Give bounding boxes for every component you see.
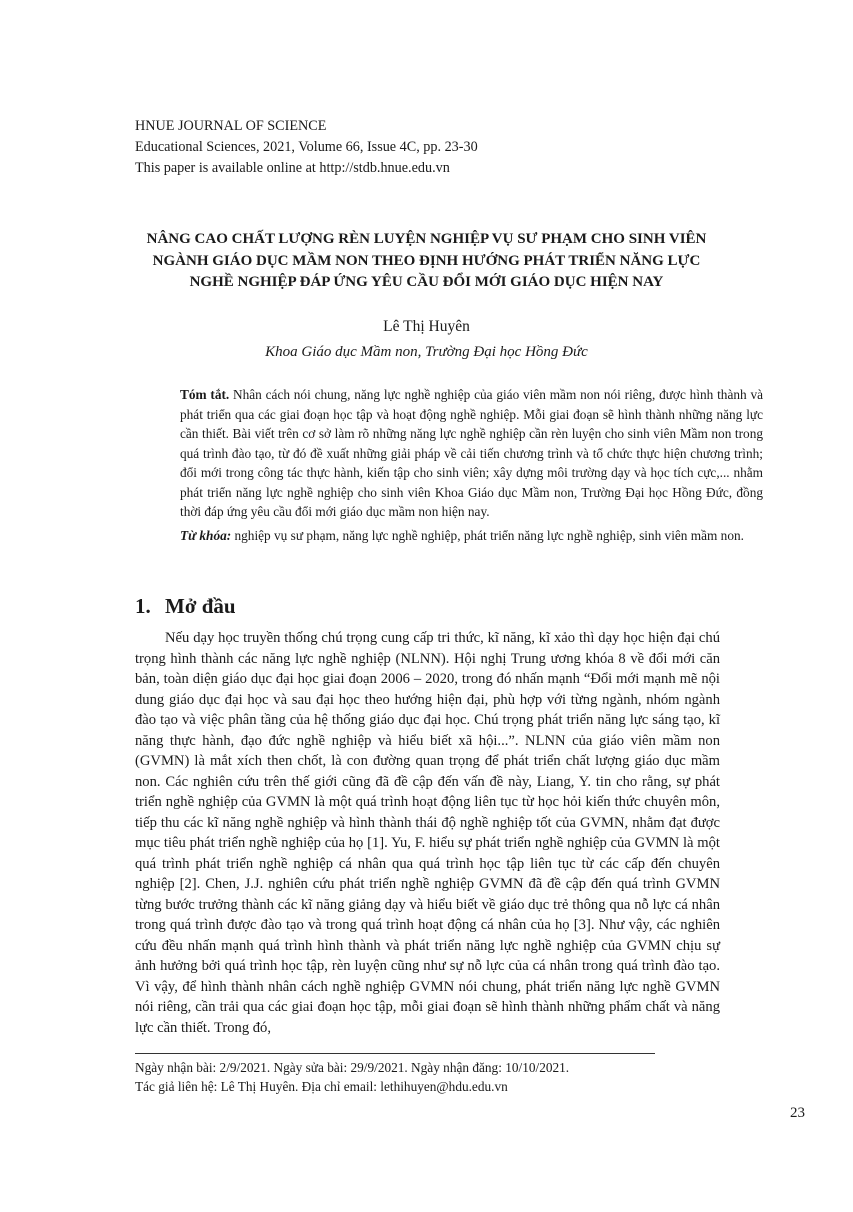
paper-title bbox=[120, 229, 733, 294]
footnote-dates: Ngày nhận bài: 2/9/2021. Ngày sửa bài: 29/9/2021. Ngày nhận đăng: 10/10/2021. bbox=[135, 1060, 570, 1075]
abstract bbox=[180, 385, 763, 545]
page-number: 23 bbox=[790, 1105, 805, 1121]
section-title: Mở đầu bbox=[165, 594, 236, 618]
journal-header bbox=[135, 116, 735, 179]
section-heading bbox=[135, 594, 236, 619]
journal-name: HNUE JOURNAL OF SCIENCE bbox=[135, 118, 327, 134]
journal-issue: Educational Sciences, 2021, Volume 66, Issue 4C, pp. 23-30 bbox=[135, 139, 478, 155]
abstract-text: Nhân cách nói chung, năng lực nghề nghiệp của giáo viên mầm non nói riêng, được hình thành và phát triển qua các giai đoạn học tập và hoạt động nghề nghiệp. Mỗi giai đoạn sẽ hình thành những năng lực cần thiết. Bài viết trên cơ sở làm rõ những năng lực nghề nghiệp cần rèn luyện cho sinh viên Mầm non trong quá trình đào tạo, từ đó đề xuất những giải pháp về cải tiến chương trình và tổ chức thực hiện chương trình; đổi mới trong công tác thực hành, kiến tập cho sinh viên; xây dựng môi trường dạy và học tích cực,... nhằm phát triển năng lực nghề nghiệp cho sinh viên Khoa Giáo dục Mầm non, Trường Đại học Hồng Đức, đồng thời đáp ứng yêu cầu đổi mới giáo dục mầm non hiện nay. bbox=[180, 387, 763, 519]
keywords-paragraph bbox=[180, 526, 763, 546]
keywords-label: Từ khóa: bbox=[180, 527, 232, 543]
abstract-label: Tóm tắt. bbox=[180, 387, 230, 402]
footnote-divider bbox=[135, 1053, 655, 1054]
journal-online: This paper is available online at http://stdb.hnue.edu.vn bbox=[135, 160, 450, 176]
abstract-paragraph bbox=[180, 385, 763, 522]
author-name: Lê Thị Huyên bbox=[383, 318, 470, 335]
author-affiliation: Khoa Giáo dục Mầm non, Trường Đại học Hồng Đức bbox=[265, 344, 588, 360]
title-line: NGÀNH GIÁO DỤC MẦM NON THEO ĐỊNH HƯỚNG PHÁT TRIỂN NĂNG LỰC bbox=[152, 252, 701, 269]
section-number: 1. bbox=[135, 594, 151, 618]
body-text bbox=[135, 628, 720, 1038]
title-line: NGHỀ NGHIỆP ĐÁP ỨNG YÊU CẦU ĐỔI MỚI GIÁO DỤC HIỆN NAY bbox=[189, 274, 664, 290]
title-line: NÂNG CAO CHẤT LƯỢNG RÈN LUYỆN NGHIỆP VỤ SƯ PHẠM CHO SINH VIÊN bbox=[146, 231, 707, 247]
footnotes bbox=[135, 1058, 735, 1096]
body-paragraph: Nếu dạy học truyền thống chú trọng cung cấp tri thức, kĩ năng, kĩ xảo thì dạy học hiện đại chú trọng hình thành các năng lực nghề nghiệp (NLNN). Hội nghị Trung ương khóa 8 về đổi mới căn bản, toàn diện giáo dục đại học giai đoạn 2006 – 2020, trong đó nhấn mạnh “Đổi mới mạnh mẽ nội dung giáo dục đại học và sau đại học theo hướng hiện đại, phù hợp với từng ngành, nhóm ngành đào tạo và việc phân tầng của hệ thống giáo dục đại học. Chú trọng phát triển năng lực sáng tạo, kĩ năng thực hành, đạo đức nghề nghiệp và hiểu biết xã hội...”. NLNN của giáo viên mầm non (GVMN) là mắt xích then chốt, là con đường quan trọng để phát triển chất lượng giáo dục mầm non. Các nghiên cứu trên thế giới cũng đã đề cập đến vấn đề này, Liang, Y. tin cho rằng, sự phát triển nghề nghiệp của GVMN là một quá trình hoạt động liên tục từ học hỏi kiến thức chuyên môn, tiếp thu các kĩ năng nghề nghiệp và hình thành thái độ nghề nghiệp tốt của GVMN, nhằm đạt được mục tiêu phát triển nghề nghiệp của họ [1]. Yu, F. hiểu sự phát triển nghề nghiệp của GVMN là một quá trình phát triển nghề nghiệp cá nhân qua quá trình học tập liên tục từ các cấp đến chuyên nghiệp [2]. Chen, J.J. nghiên cứu phát triển nghề nghiệp GVMN đã đề cập đến quá trình GVMN từng bước trưởng thành các kĩ năng giảng dạy và hiểu biết về giáo dục trẻ thông qua nỗ lực cá nhân trong quá trình được đào tạo và trong quá trình hoạt động cá nhân của họ [3]. Như vậy, các nghiên cứu đều nhấn mạnh quá trình hình thành và phát triển năng lực nghề nghiệp của GVMN chịu sự ảnh hưởng bởi quá trình học tập, rèn luyện cũng như sự nỗ lực của cá nhân trong quá trình đào tạo. Vì vậy, để hình thành nhân cách nghề nghiệp GVMN nói chung, phát triển năng lực nghề GVMN nói riêng, cần trải qua các giai đoạn học tập, mỗi giai đoạn sẽ hình thành những phẩm chất và năng lực cần thiết. Trong đó, bbox=[135, 630, 720, 1036]
keywords-text: nghiệp vụ sư phạm, năng lực nghề nghiệp, phát triển năng lực nghề nghiệp, sinh viên mầm non. bbox=[231, 527, 744, 543]
footnote-contact: Tác giả liên hệ: Lê Thị Huyên. Địa chỉ email: lethihuyen@hdu.edu.vn bbox=[135, 1079, 508, 1094]
